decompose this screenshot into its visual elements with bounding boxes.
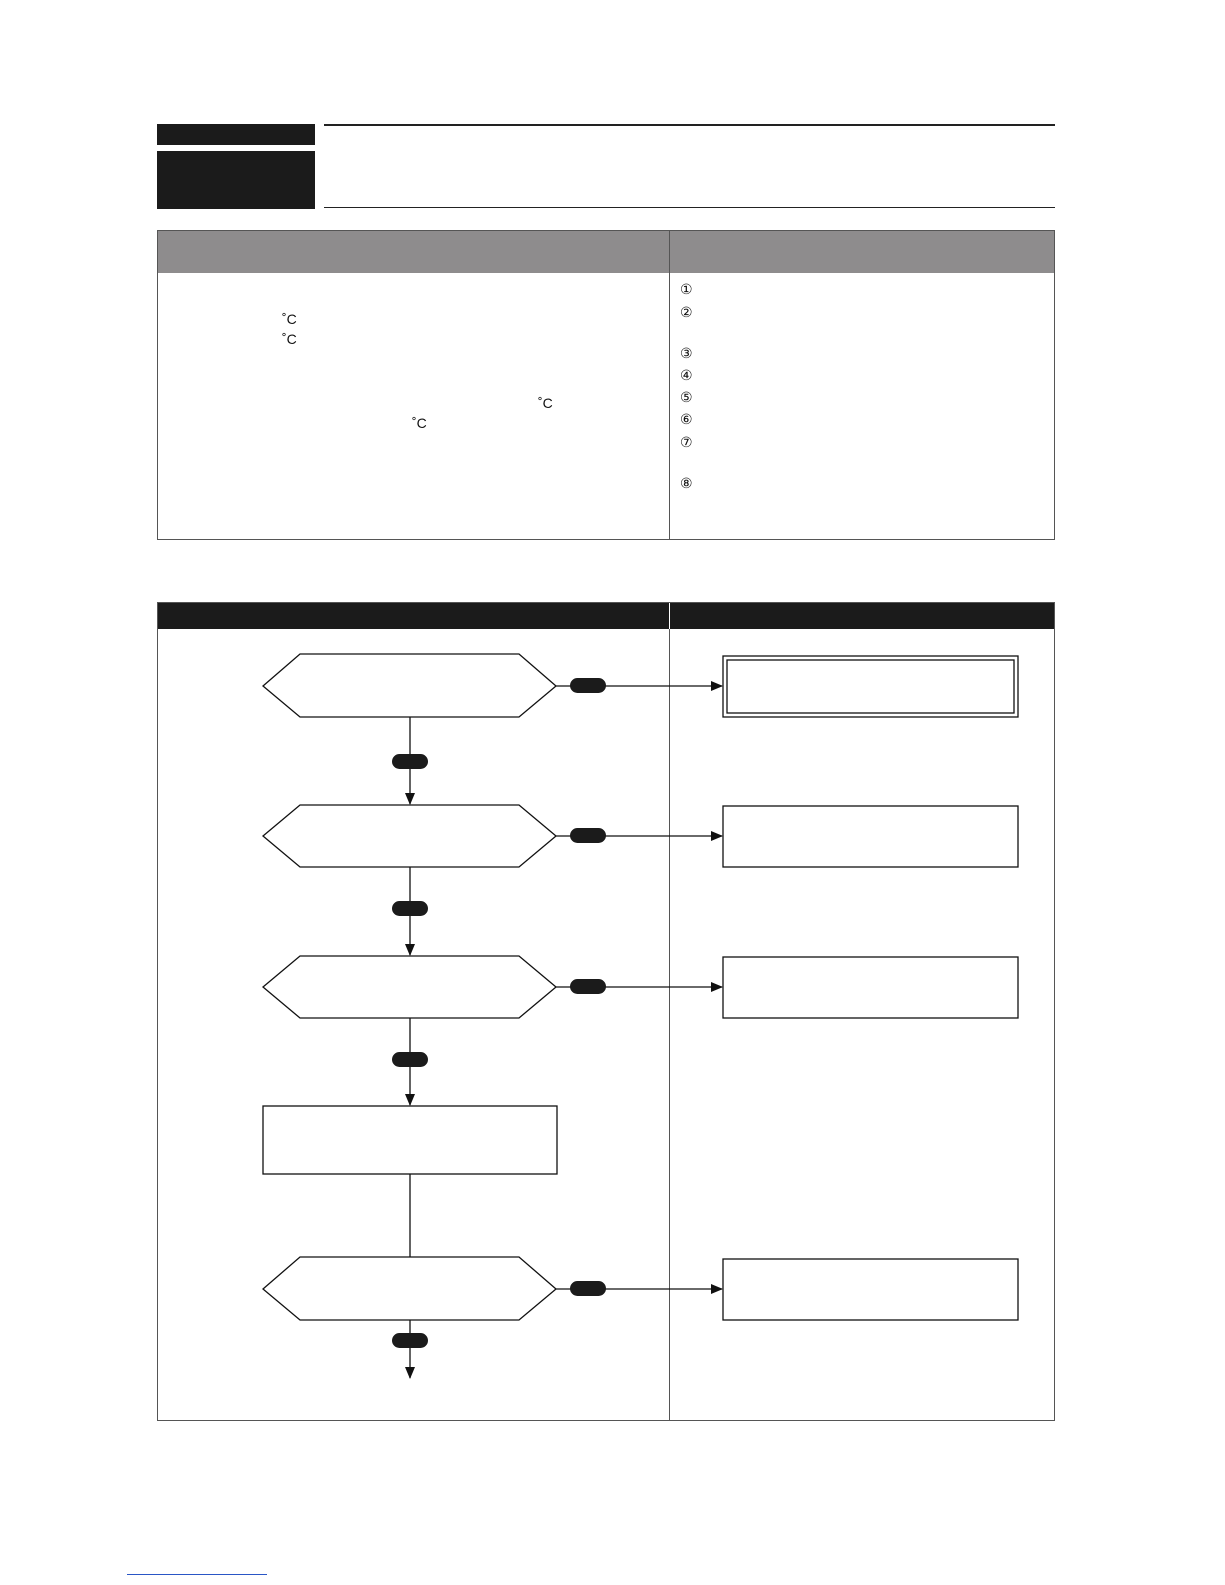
decision-shape-4	[263, 1257, 556, 1320]
result-box-1-outer	[723, 656, 1018, 717]
branch-pill	[392, 1052, 428, 1067]
branch-pill	[392, 754, 428, 769]
branch-pill	[570, 678, 606, 693]
check-number: ⑧	[680, 475, 693, 491]
branch-pill	[570, 1281, 606, 1296]
degree-mark: ˚C	[282, 331, 297, 347]
footer-link-underline[interactable]	[127, 1574, 267, 1575]
check-number: ⑦	[680, 434, 693, 450]
degree-mark: ˚C	[282, 311, 297, 327]
result-box-3	[723, 957, 1018, 1018]
decision-shape-2	[263, 805, 556, 867]
degree-mark: ˚C	[412, 415, 427, 431]
check-number: ②	[680, 304, 693, 320]
degree-mark: ˚C	[538, 395, 553, 411]
check-number: ③	[680, 345, 693, 361]
check-number: ④	[680, 367, 693, 383]
process-box	[263, 1106, 557, 1174]
result-box-4	[723, 1259, 1018, 1320]
check-number: ①	[680, 281, 693, 297]
check-number: ⑥	[680, 411, 693, 427]
branch-pill	[392, 901, 428, 916]
branch-pill	[570, 828, 606, 843]
decision-shape-1	[263, 654, 556, 717]
check-number: ⑤	[680, 389, 693, 405]
branch-pill	[570, 979, 606, 994]
branch-pill	[392, 1333, 428, 1348]
result-box-2	[723, 806, 1018, 867]
decision-shape-3	[263, 956, 556, 1018]
